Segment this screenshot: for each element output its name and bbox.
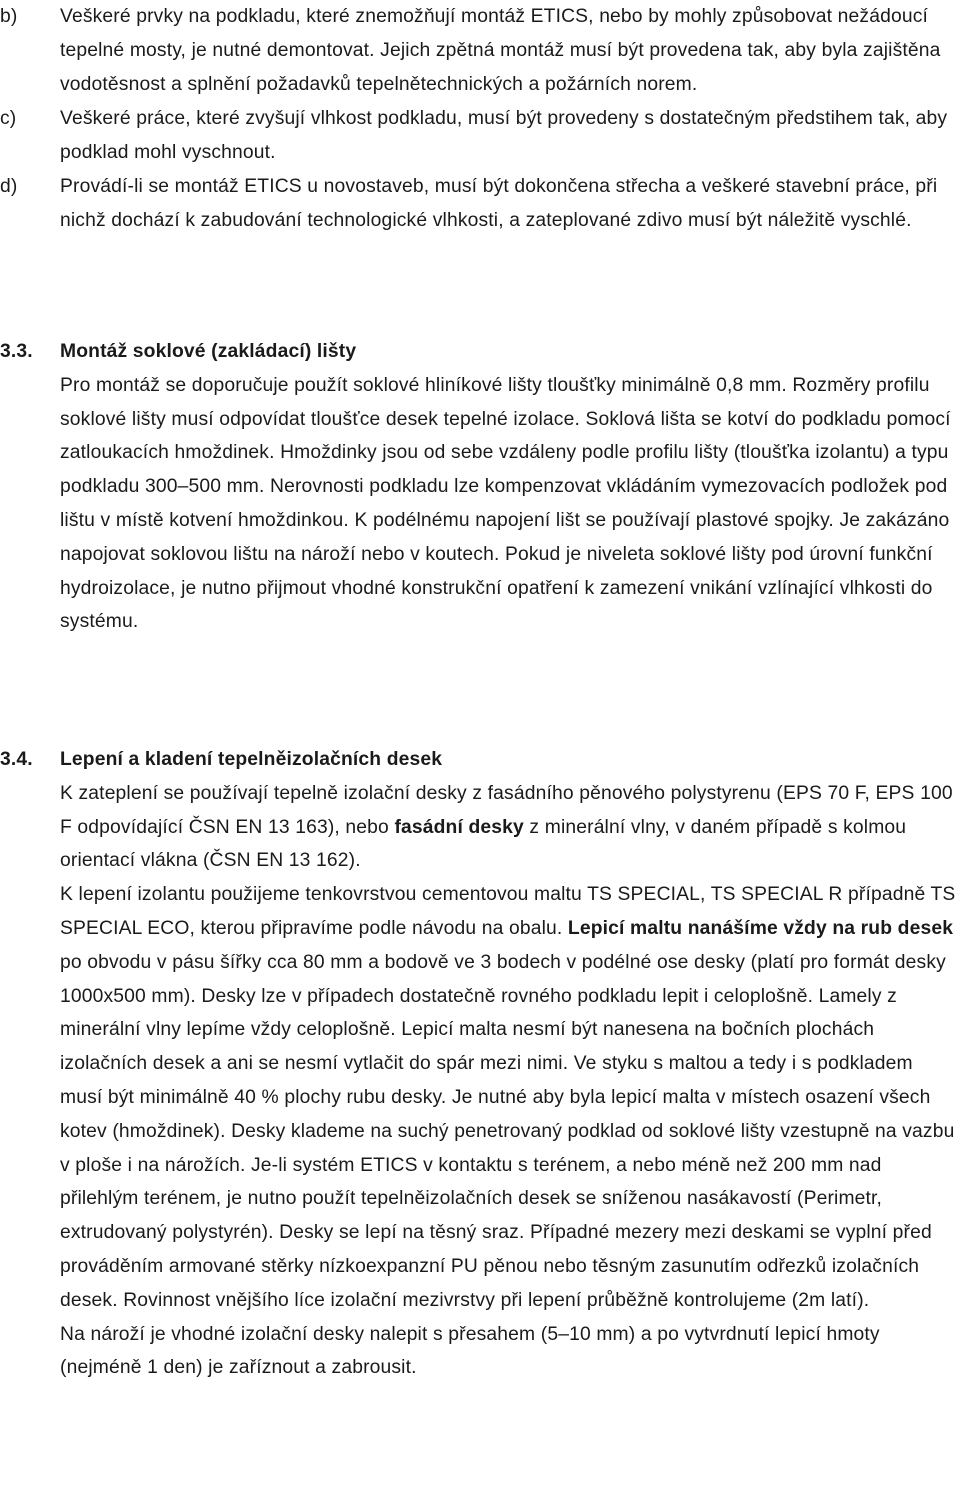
section-3-4 [0,743,960,1385]
paragraph-text: K lepení izolantu použijeme tenkovrstvou cementovou maltu TS SPECIAL, TS SPECIAL R případně TS SPECIAL ECO, kterou připravíme podle návodu na obalu. [60,884,956,939]
paragraph-bold-text: fasádní desky [394,816,524,838]
section-heading [0,743,960,777]
paragraph-text: K zateplení se používají tepelně izolační desky z fasádního pěnového polystyrenu (EPS 70 F, EPS 100 F odpovídající ČSN EN 13 163), nebo [60,782,953,838]
section-title: Lepení a kladení tepelněizolačních desek [60,749,443,770]
list-item-marker: c) [0,108,17,129]
list-item [0,102,960,170]
list-item [0,0,960,102]
list-item-marker: d) [0,176,18,197]
paragraph-bold-text: Lepicí maltu nanášíme vždy na rub desek [567,917,954,939]
section-paragraph [0,777,960,878]
section-title: Montáž soklové (zakládací) lišty [60,341,357,362]
section-paragraph: Pro montáž se doporučuje použít soklové hliníkové lišty tloušťky minimálně 0,8 mm. Rozměry profilu soklové lišty musí odpovídat tloušťce desek tepelné izolace. Soklová lišta se kotví do podkladu pomocí zatloukacích hmoždinek. Hmoždinky jsou od sebe vzdáleny podle profilu lišty (tloušťka izolantu) a typu podkladu 300–500 mm. Nerovnosti podkladu lze kompenzovat vkládáním vymezovacích podložek pod lištu v místě kotvení hmoždinkou. K podélnému napojení lišt se používají plastové spojky. Je zakázáno napojovat soklovou lištu na nároží nebo v koutech. Pokud je niveleta soklové lišty pod úrovní funkční hydroizolace, je nutno přijmout vhodné konstrukční opatření k zamezení vnikání vzlínající vlhkosti do systému. [60,374,951,633]
section-paragraph: Na nároží je vhodné izolační desky nalepit s přesahem (5–10 mm) a po vytvrdnutí lepicí hmoty (nejméně 1 den) je zaříznout a zabrousit. [60,1323,880,1379]
list-item [0,170,960,238]
section-heading [0,335,960,369]
section-number: 3.3. [0,341,33,362]
list-item-text: Provádí-li se montáž ETICS u novostaveb, musí být dokončena střecha a veškeré stavební práce, při nichž dochází k zabudování technologické vlhkosti, a zateplované zdivo musí být náležitě vyschlé. [60,176,938,231]
section-number: 3.4. [0,749,33,770]
list-item-marker: b) [0,6,18,27]
requirements-list [0,0,960,238]
list-item-text: Veškeré práce, které zvyšují vlhkost podkladu, musí být provedeny s dostatečným předstihem tak, aby podklad mohl vyschnout. [60,108,948,163]
section-3-3 [0,335,960,639]
section-paragraph [0,878,960,1317]
paragraph-text: po obvodu v pásu šířky cca 80 mm a bodově ve 3 bodech v podélné ose desky (platí pro formát desky 1000x500 mm). Desky lze v případech dostatečně rovného podkladu lepit i celoplošně. Lamely z minerální vlny lepíme vždy celoplošně. Lepicí malta nesmí být nanesena na bočních plochách izolačních desek a ani se nesmí vytlačit do spár mezi nimi. Ve styku s maltou a tedy i s podkladem musí být minimálně 40 % plochy rubu desky. Je nutné aby byla lepicí malta v místech osazení všech kotev (hmoždinek). Desky klademe na suchý penetrovaný podklad od soklové lišty vzestupně na vazbu v ploše i na nárožích. Je-li systém ETICS v kontaktu s terénem, a nebo méně než 200 mm nad přilehlým terénem, je nutno použít tepelněizolačních desek se sníženou nasákavostí (Perimetr, extrudovaný polystyrén). Desky se lepí na těsný sraz. Případné mezery mezi deskami se vyplní před prováděním armované stěrky nízkoexpanzní PU pěnou nebo těsným zasunutím odřezků izolačních desek. Rovinnost vnějšího líce izolační mezivrstvy při lepení průběžně kontrolujeme (2m latí). [60,951,955,1311]
paragraph-text: z minerální vlny, v daném případě s kolmou orientací vlákna (ČSN EN 13 162). [60,816,907,872]
list-item-text: Veškeré prvky na podkladu, které znemožňují montáž ETICS, nebo by mohly způsobovat nežádoucí tepelné mosty, je nutné demontovat. Jejich zpětná montáž musí být provedena tak, aby byla zajištěna vodotěsnost a splnění požadavků tepelnětechnických a požárních norem. [60,6,941,95]
